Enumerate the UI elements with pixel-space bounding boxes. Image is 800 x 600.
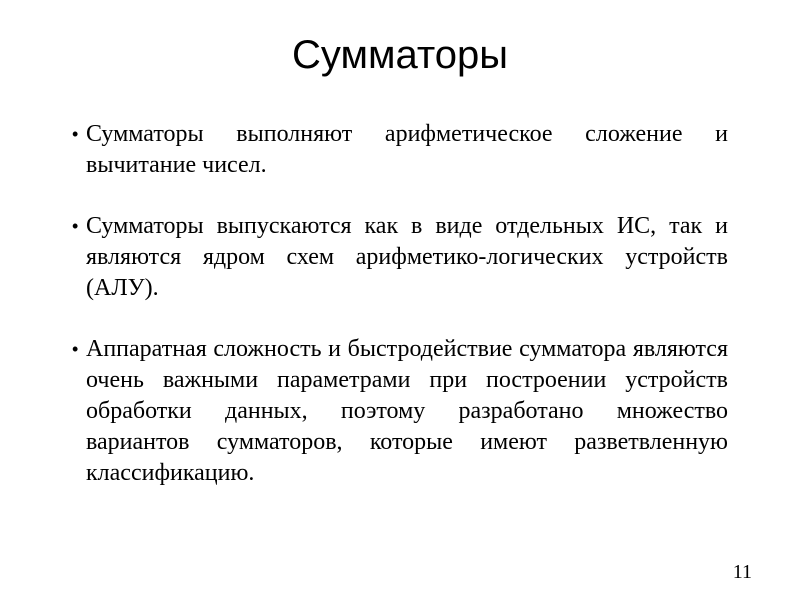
bullet-item [72,334,728,489]
bullet-text: Сумматоры выполняют арифметическое сложение и вычитание чисел. [86,121,728,178]
bullet-item [72,211,728,304]
bullet-list [72,119,728,519]
bullet-dot-icon: • [72,216,79,236]
page-number: 11 [732,561,752,583]
bullet-item [72,119,728,181]
bullet-text: Сумматоры выпускаются как в виде отдельных ИС, так и являются ядром схем арифметико-логических устройств (АЛУ). [86,213,728,301]
bullet-dot-icon: • [72,124,79,144]
bullet-text: Аппаратная сложность и быстродействие сумматора являются очень важными параметрами при построении устройств обработки данных, поэтому разработано множество вариантов сумматоров, которые имеют разветвленную классификацию. [86,336,728,486]
slide-title: Сумматоры [292,33,508,77]
bullet-dot-icon: • [72,339,79,359]
